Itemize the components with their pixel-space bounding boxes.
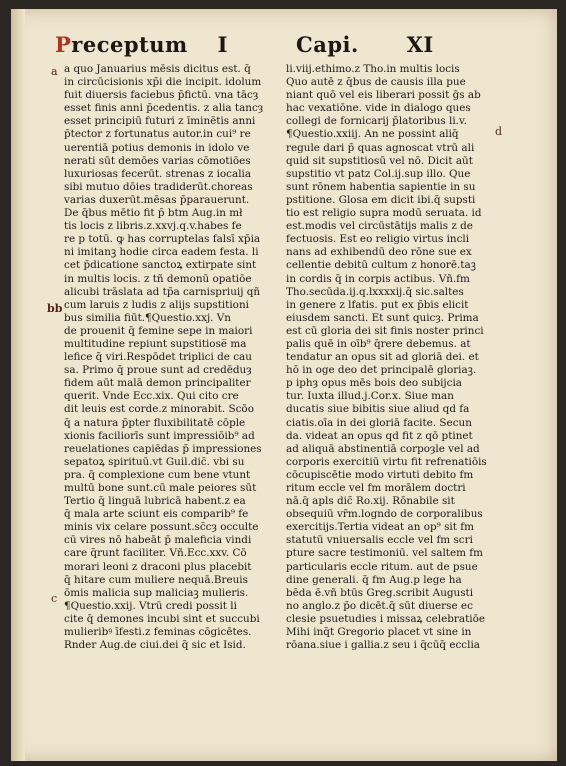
text-line: esset finis anni p̄cedentis. z alia tancȝ bbox=[64, 102, 264, 115]
book-page bbox=[11, 9, 557, 761]
text-line: ¶Questio.xxij. Vtrū credi possit li bbox=[64, 599, 237, 612]
text-line: reuelationes capiēdas p̄ impressiones bbox=[64, 442, 262, 455]
text-line: cet p̄dicatione sanctoꝝ extirpate sint bbox=[64, 259, 257, 272]
running-head-right bbox=[296, 32, 434, 57]
running-head-left bbox=[55, 32, 228, 57]
text-line: bēda ē.vñ btūs Greg.scribit Augusti bbox=[286, 586, 474, 599]
text-line: supstitio vt patz Col.ij.sup illo. Que bbox=[286, 167, 471, 180]
text-line: care q̄runt faciliter. Vñ.Ecc.xxv. Cō bbox=[64, 547, 247, 560]
text-line: Mihi inq̄t Gregorio placet vt sine in bbox=[286, 626, 472, 639]
text-line: pstitione. Glosa em dicit ibi.q̄ supsti bbox=[286, 193, 476, 206]
text-line: in genere z lfatis. put ex p̄bis elicit̄ bbox=[286, 298, 469, 311]
text-line: dit leuis est corde.z minorabit. Scōo bbox=[64, 403, 254, 416]
rubricated-initial: P bbox=[55, 32, 72, 57]
running-head-right-numeral: XI bbox=[406, 32, 434, 57]
running-head-left-title: receptum bbox=[71, 32, 188, 57]
margin-signature-mark: bb bbox=[47, 302, 63, 315]
text-line: cite q̄ demones incubi sint et succubi bbox=[64, 612, 260, 625]
text-line: hac vexatiōne. vide in dialogo ques bbox=[286, 102, 471, 115]
text-line: luxuriosas fecerūt. strenas z iocalia bbox=[64, 167, 252, 180]
text-line: mulieribꝰ īfesti.z feminas cōgicētes. bbox=[64, 626, 252, 639]
running-head-left-numeral: I bbox=[217, 32, 228, 57]
text-line: q̄ a natura p̄pter fluxibilitatē cōple bbox=[64, 416, 246, 429]
text-line: Rnder Aug.de ciui.dei q̄ sic et Isid. bbox=[64, 639, 246, 652]
text-line: bus similia fiūt.¶Questio.xxj. Vn bbox=[64, 311, 231, 324]
text-line: multitudine repiunt̄ supstitiose̅ ma bbox=[64, 337, 247, 350]
text-line: re p totū. ꝙ has corruptelas falsī xp̄ia bbox=[64, 233, 261, 246]
text-column-right bbox=[286, 63, 504, 652]
text-line: tur. Iuxta illud.j.Cor.x. Siue man bbox=[286, 390, 454, 403]
text-line: palis quē in oīb⁹ q̄rere debemus. at bbox=[286, 337, 471, 350]
text-line: ciatis.oīa in dei gloriā facite. Secun bbox=[286, 416, 472, 429]
running-head-right-title: Capi. bbox=[296, 32, 359, 57]
text-line: tendatur an opus sit ad gloriā dei. et bbox=[286, 351, 479, 364]
text-line: cum laruis z ludis z alijs supstitioni bbox=[64, 298, 249, 311]
text-line: Quo autē z q̄bus de causis illa pue bbox=[286, 76, 466, 89]
text-line: particularis eccl̄e ritum. aut de psue bbox=[286, 560, 478, 573]
text-line: rōana.siue i gallia.z seu i q̄cūq̄ eccl̄ia bbox=[286, 639, 480, 652]
text-line: nā.q̄ apl̄s dic̄ Ro.xij. Rōnabile sit bbox=[286, 495, 455, 508]
text-line: ad aliquā abstinentiā corpoȝle vel ad bbox=[286, 442, 480, 455]
text-line: fuit diuersis faciebus p̄fictū. vna tācȝ bbox=[64, 89, 259, 102]
text-line: ōmis malicia sup maliciaꝫ mulieris. bbox=[64, 586, 249, 599]
text-line: sunt rōnem habentia sapientie in su bbox=[286, 180, 476, 193]
text-line: tis locis z libris.z.xxvj.q.v.habes fe bbox=[64, 220, 242, 233]
text-line: clesie psuetudies i missaꝝ celebratiōe bbox=[286, 612, 485, 625]
text-line: corporis exercitiū virtu fit refrenatiōis bbox=[286, 455, 487, 468]
text-line: multū bone sunt.cū male peiores sūt bbox=[64, 482, 257, 494]
margin-note-a: a bbox=[51, 65, 58, 78]
margin-note-d: d bbox=[495, 125, 503, 138]
text-line: morari leoni z draconi plus placebit bbox=[64, 560, 252, 573]
text-line: ducatis siue bibitis siue aliud qd fa bbox=[286, 403, 470, 416]
text-line: li.viij.ethimo.z Tho.in multis locis bbox=[286, 63, 460, 75]
text-line: lefice q̄ viri.Respōdet triplici de cau bbox=[64, 351, 252, 364]
text-line: statutū vniuersalis eccl̄e vel fm scri bbox=[286, 534, 473, 547]
text-line: q̄ mala arte sciunt eis comparib⁹ fe bbox=[64, 508, 249, 521]
margin-note-c: c bbox=[51, 592, 58, 605]
text-line: de prouenit q̄ femine sepe in maiori bbox=[64, 324, 253, 337]
text-line: regule dari p̄ quas agnoscat vtrū ali bbox=[286, 141, 475, 154]
text-line: ¶Questio.xxiij. An ne possint aliq̄ bbox=[286, 128, 459, 141]
text-line: fidem aūt malā demon principaliter bbox=[64, 377, 251, 390]
text-line: hō in oge deo det principalē gloriaꝫ. bbox=[286, 364, 477, 377]
text-line: in cordis q̄ in corpis actibus. Vñ.fm bbox=[286, 272, 470, 285]
text-line: dine generali. q̄ fm Aug.p lege ha bbox=[286, 573, 462, 586]
text-line: ritum eccl̄e vel fm morālem doctri bbox=[286, 482, 466, 494]
text-line: nerati sūt demōes varias cōmotiōes bbox=[64, 154, 251, 167]
text-line: sibi mutuo dōies tradiderūt.choreas bbox=[64, 180, 253, 193]
text-line: cōcupiscētie modo virtuti debito fm bbox=[286, 468, 474, 481]
text-line: collegi de fornicarij p̄latoribus li.v. bbox=[286, 115, 467, 128]
text-line: p iph̄ȝ opus mēs bois deo subijcia bbox=[286, 377, 462, 390]
text-line: pra. q̄ complexione cum bene vtunt̄ bbox=[64, 468, 251, 481]
text-line: varias duxerūt.mēsas p̄parauerunt. bbox=[64, 193, 250, 206]
text-line: alicubi trāslata ad tp̄a carnispriuij qñ bbox=[64, 285, 261, 298]
text-line: eiusdem sancti. Et sunt quicȝ. Prima bbox=[286, 311, 479, 324]
text-line: nans ad exhibendū deo rōne sue ex bbox=[286, 246, 472, 259]
text-line: tio est religio supra modū seruata. id bbox=[286, 207, 482, 220]
text-line: De q̄bus mētio fit p̄ btm Aug.in mł bbox=[64, 207, 243, 220]
text-line: ni imitanꝫ hodie circa eadem festa. li bbox=[64, 246, 259, 259]
text-line: minis vix celare possunt.sc̄cȝ occulte bbox=[64, 521, 259, 534]
text-line: no anglo.z p̄o dicēt.q̄ sūt diuerse ec bbox=[286, 599, 473, 612]
text-line: p̄tector z fortunatus autor.in cui⁹ re bbox=[64, 128, 251, 141]
text-line: obsequiū vr̄m.logndo de corporalibus bbox=[286, 508, 483, 521]
text-line: a quo Januarius mēsis dicitus est. q̄ bbox=[64, 63, 251, 75]
text-line: esset principiū futuri z īminētis anni bbox=[64, 115, 256, 128]
text-line: xionis faciliorīs sunt impressiōib⁹ ad bbox=[64, 429, 255, 442]
page-gutter bbox=[11, 9, 25, 761]
text-line: pture sacre testimoniū. vel saltem fm bbox=[286, 547, 483, 560]
text-line: niant quō vel eis liberari possit ḡs ab bbox=[286, 89, 481, 102]
text-line: Tertio q̄ linguā lubricā habent.z ea bbox=[64, 495, 246, 508]
text-line: fectuosis. Est eo religio virtus incli bbox=[286, 233, 470, 246]
text-line: exercitijs.Tertia videat an op⁹ sit fm bbox=[286, 521, 474, 534]
text-line: est cū gloria dei sit finis noster princi bbox=[286, 324, 484, 337]
text-line: in multis locis. z tñ demonū opatiōe bbox=[64, 272, 252, 285]
text-line: cellentie debitū cultum z honorē.taꝫ bbox=[286, 259, 476, 272]
text-line: q̄ hitare cum muliere nequā.Breuis bbox=[64, 573, 248, 586]
text-line: uerentiā potius demonis in idolo ve bbox=[64, 141, 250, 154]
text-line: cū vires nō habeāt p̄ maleficia vindi bbox=[64, 534, 252, 547]
text-line: querit. Vnde Ecc.xix. Qui cito cre bbox=[64, 390, 239, 403]
text-line: est.modis vel circūstātijs malis z de bbox=[286, 220, 473, 233]
text-line: sepatoꝝ spirituū.vt Guil.dic̄. vbi su bbox=[64, 455, 245, 468]
text-column-left bbox=[64, 63, 282, 652]
text-line: quid sit supstitiosū vel nō. Dicit aūt bbox=[286, 154, 473, 167]
text-line: Tho.secūda.ij.q.lxxxxij.q̄ sic.saltes bbox=[286, 285, 464, 298]
text-line: sa. Primo q̄ proue sunt ad credēduȝ bbox=[64, 364, 252, 377]
text-line: da. videat an opus qd fit z qō ptinet bbox=[286, 429, 473, 442]
text-line: in circūcisionis xp̄i die incipit. idolum bbox=[64, 76, 262, 89]
